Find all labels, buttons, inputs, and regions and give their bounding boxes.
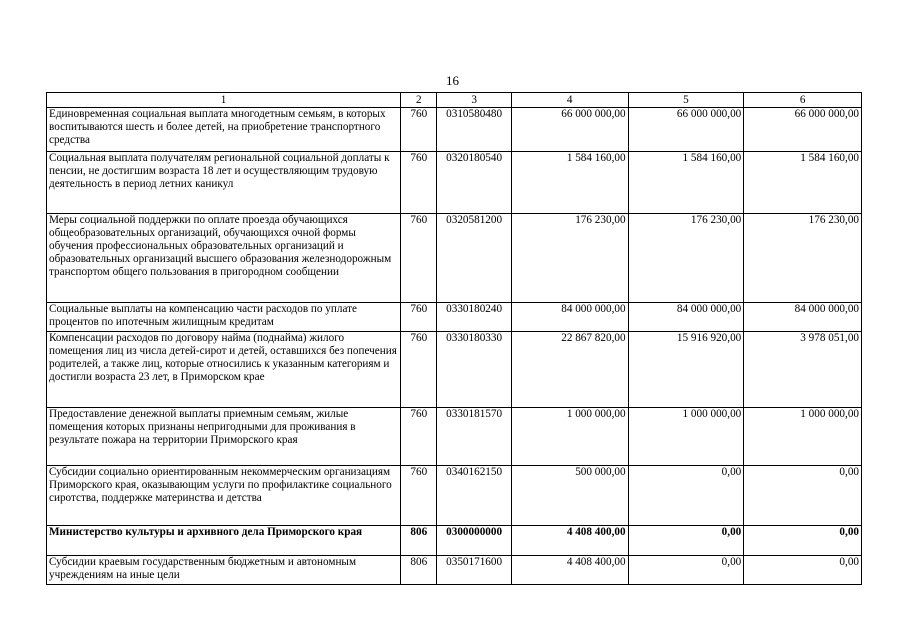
amount-col4-cell: 66 000 000,00 [511,108,628,152]
page-number: 16 [446,73,459,88]
table-body [47,93,862,585]
amount-col6-cell: 66 000 000,00 [744,108,862,152]
ministry-code-cell: 760 [401,152,437,214]
ministry-code-cell: 806 [401,526,437,556]
table-row [47,152,862,214]
table-row [47,303,862,332]
amount-col5-cell: 1 000 000,00 [628,408,744,466]
amount-col6-cell: 84 000 000,00 [744,303,862,332]
expense-name-cell: Компенсации расходов по договору найма (поднайма) жилого помещения лиц из числа детей-сирот и детей, оставшихся без попечения родителей, а также лиц, которые относились к указанным категориям и достигли возраста 23 лет, в Приморском крае [47,332,401,408]
amount-col4-cell: 500 000,00 [511,466,628,526]
target-code-cell: 0330180240 [437,303,511,332]
table-row [47,108,862,152]
budget-table [46,92,862,585]
expense-name-cell: Субсидии краевым государственным бюджетным и автономным учреждениям на иные цели [47,556,401,585]
amount-col6-cell: 0,00 [744,526,862,556]
column-header: 3 [437,93,511,108]
amount-col6-cell: 176 230,00 [744,214,862,303]
expense-name-cell: Единовременная социальная выплата многодетным семьям, в которых воспитываются шесть и более детей, на приобретение транспортного средства [47,108,401,152]
target-code-cell: 0350171600 [437,556,511,585]
table-row [47,332,862,408]
amount-col5-cell: 176 230,00 [628,214,744,303]
target-code-cell: 0320581200 [437,214,511,303]
amount-col4-cell: 176 230,00 [511,214,628,303]
amount-col4-cell: 4 408 400,00 [511,556,628,585]
ministry-code-cell: 760 [401,466,437,526]
amount-col5-cell: 1 584 160,00 [628,152,744,214]
table-row [47,466,862,526]
table-row [47,408,862,466]
ministry-code-cell: 760 [401,408,437,466]
table-row [47,214,862,303]
table-row [47,556,862,585]
target-code-cell: 0320180540 [437,152,511,214]
amount-col5-cell: 84 000 000,00 [628,303,744,332]
amount-col6-cell: 1 584 160,00 [744,152,862,214]
amount-col5-cell: 15 916 920,00 [628,332,744,408]
expense-name-cell: Социальная выплата получателям региональной социальной доплаты к пенсии, не достигшим возраста 18 лет и осуществляющим трудовую деятельность в период летних каникул [47,152,401,214]
table-row [47,526,862,556]
column-header: 5 [628,93,744,108]
column-header: 4 [511,93,628,108]
target-code-cell: 0300000000 [437,526,511,556]
amount-col6-cell: 0,00 [744,466,862,526]
ministry-code-cell: 760 [401,214,437,303]
target-code-cell: 0330181570 [437,408,511,466]
amount-col5-cell: 0,00 [628,556,744,585]
ministry-code-cell: 806 [401,556,437,585]
amount-col6-cell: 3 978 051,00 [744,332,862,408]
column-header-row [47,93,862,108]
column-header: 1 [47,93,401,108]
expense-name-cell: Субсидии социально ориентированным некоммерческим организациям Приморского края, оказывающим услуги по профилактике социального сиротства, поддержке материнства и детства [47,466,401,526]
amount-col5-cell: 66 000 000,00 [628,108,744,152]
expense-name-cell: Социальные выплаты на компенсацию части расходов по уплате процентов по ипотечным жилищным кредитам [47,303,401,332]
column-header: 6 [744,93,862,108]
ministry-code-cell: 760 [401,332,437,408]
ministry-code-cell: 760 [401,303,437,332]
amount-col4-cell: 1 584 160,00 [511,152,628,214]
column-header: 2 [401,93,437,108]
amount-col4-cell: 1 000 000,00 [511,408,628,466]
ministry-code-cell: 760 [401,108,437,152]
target-code-cell: 0340162150 [437,466,511,526]
expense-name-cell: Предоставление денежной выплаты приемным семьям, жилые помещения которых признаны непригодными для проживания в результате пожара на территории Приморского края [47,408,401,466]
target-code-cell: 0310580480 [437,108,511,152]
amount-col4-cell: 84 000 000,00 [511,303,628,332]
expense-name-cell: Министерство культуры и архивного дела Приморского края [47,526,401,556]
amount-col6-cell: 0,00 [744,556,862,585]
amount-col4-cell: 22 867 820,00 [511,332,628,408]
amount-col6-cell: 1 000 000,00 [744,408,862,466]
expense-name-cell: Меры социальной поддержки по оплате проезда обучающихся общеобразовательных организаций, обучающихся очной формы обучения профессиональных образовательных организаций и образовательных организаций высшего образования железнодорожным транспортом общего пользования в пригородном сообщении [47,214,401,303]
target-code-cell: 0330180330 [437,332,511,408]
amount-col4-cell: 4 408 400,00 [511,526,628,556]
amount-col5-cell: 0,00 [628,526,744,556]
amount-col5-cell: 0,00 [628,466,744,526]
